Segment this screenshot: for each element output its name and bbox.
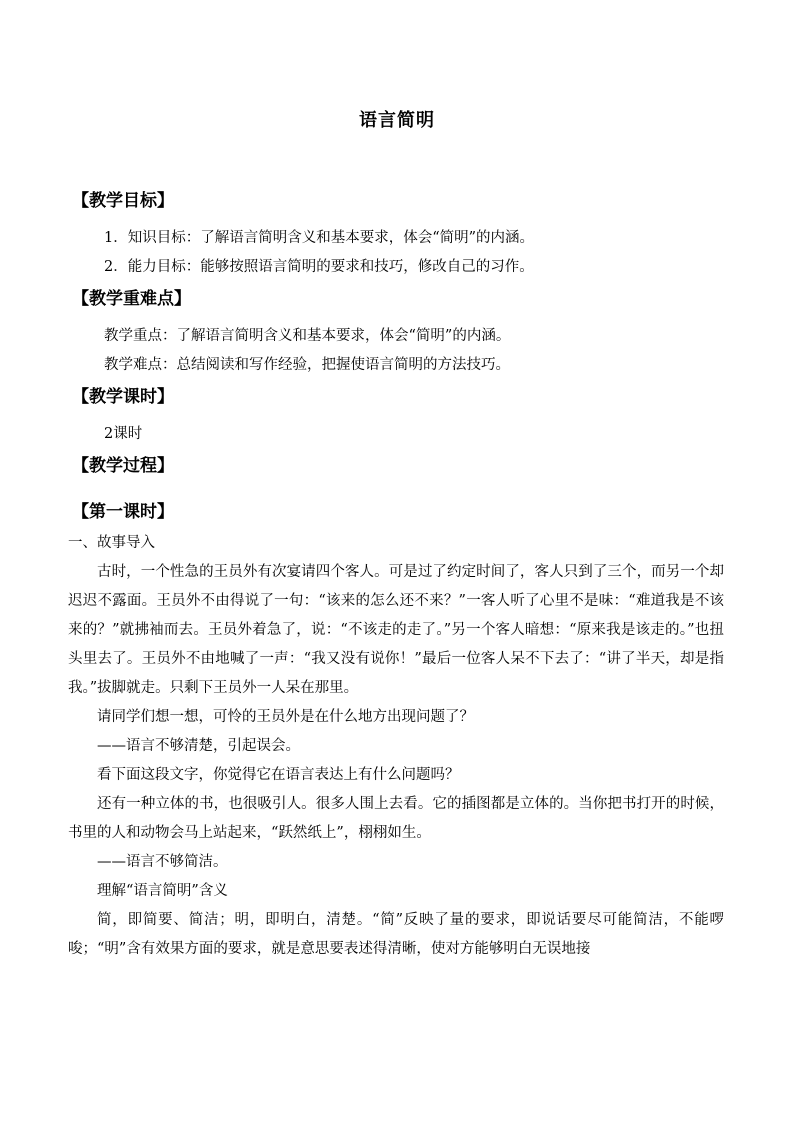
paragraph: 还有一种立体的书，也很吸引人。很多人围上去看。它的插图都是立体的。当你把书打开的时候，书里的人和动物会马上站起来，“跃然纸上”，栩栩如生。 [68, 796, 724, 841]
section-heading-process: 【教学过程】 [72, 456, 174, 476]
document-title: 语言简明 [359, 110, 435, 131]
section-heading-hours: 【教学课时】 [72, 387, 174, 407]
section-heading-lesson1: 【第一课时】 [72, 502, 174, 522]
paragraph: 古时，一个性急的王员外有次宴请四个客人。可是过了约定时间了，客人只到了三个，而另一个却迟迟不露面。王员外不由得说了一句：“该来的怎么还不来？”一客人听了心里不是味：“难道我是不该来的？”就拂袖而去。王员外着急了，说：“不该走的走了。”另一个客人暗想：“原来我是该走的。”也扭头里去了。王员外不由地喊了一声：“我又没有说你！”最后一位客人呆不下去了：“讲了半天，却是指我。”拔脚就走。只剩下王员外一人呆在那里。 [68, 564, 724, 696]
lesson1-subheading: 一、故事导入 [68, 535, 155, 551]
paragraph: ——语言不够清楚，引起误会。 [97, 738, 300, 754]
objective-item: 2．能力目标：能够按照语言简明的要求和技巧，修改自己的习作。 [104, 259, 534, 275]
section-heading-objectives: 【教学目标】 [72, 191, 174, 211]
document-body [68, 184, 724, 964]
section-heading-key-points: 【教学重难点】 [72, 289, 191, 309]
key-point-item: 教学难点：总结阅读和写作经验，把握使语言简明的方法技巧。 [104, 357, 510, 373]
hours-text: 2课时 [104, 426, 143, 442]
paragraph: 理解“语言简明”含义 [97, 883, 228, 899]
paragraph: 看下面这段文字，你觉得它在语言表达上有什么问题吗？ [97, 767, 460, 783]
key-point-item: 教学重点：了解语言简明含义和基本要求，体会“简明”的内涵。 [104, 328, 511, 344]
paragraph: 简，即简要、简洁；明，即明白，清楚。“简”反映了量的要求，即说话要尽可能简洁，不能啰唆；“明”含有效果方面的要求，就是意思要表述得清晰，使对方能够明白无误地接 [68, 912, 724, 957]
objective-item: 1．知识目标：了解语言简明含义和基本要求，体会“简明”的内涵。 [104, 230, 535, 246]
paragraph: 请同学们想一想，可怜的王员外是在什么地方出现问题了？ [97, 709, 474, 725]
paragraph: ——语言不够简洁。 [97, 854, 228, 870]
